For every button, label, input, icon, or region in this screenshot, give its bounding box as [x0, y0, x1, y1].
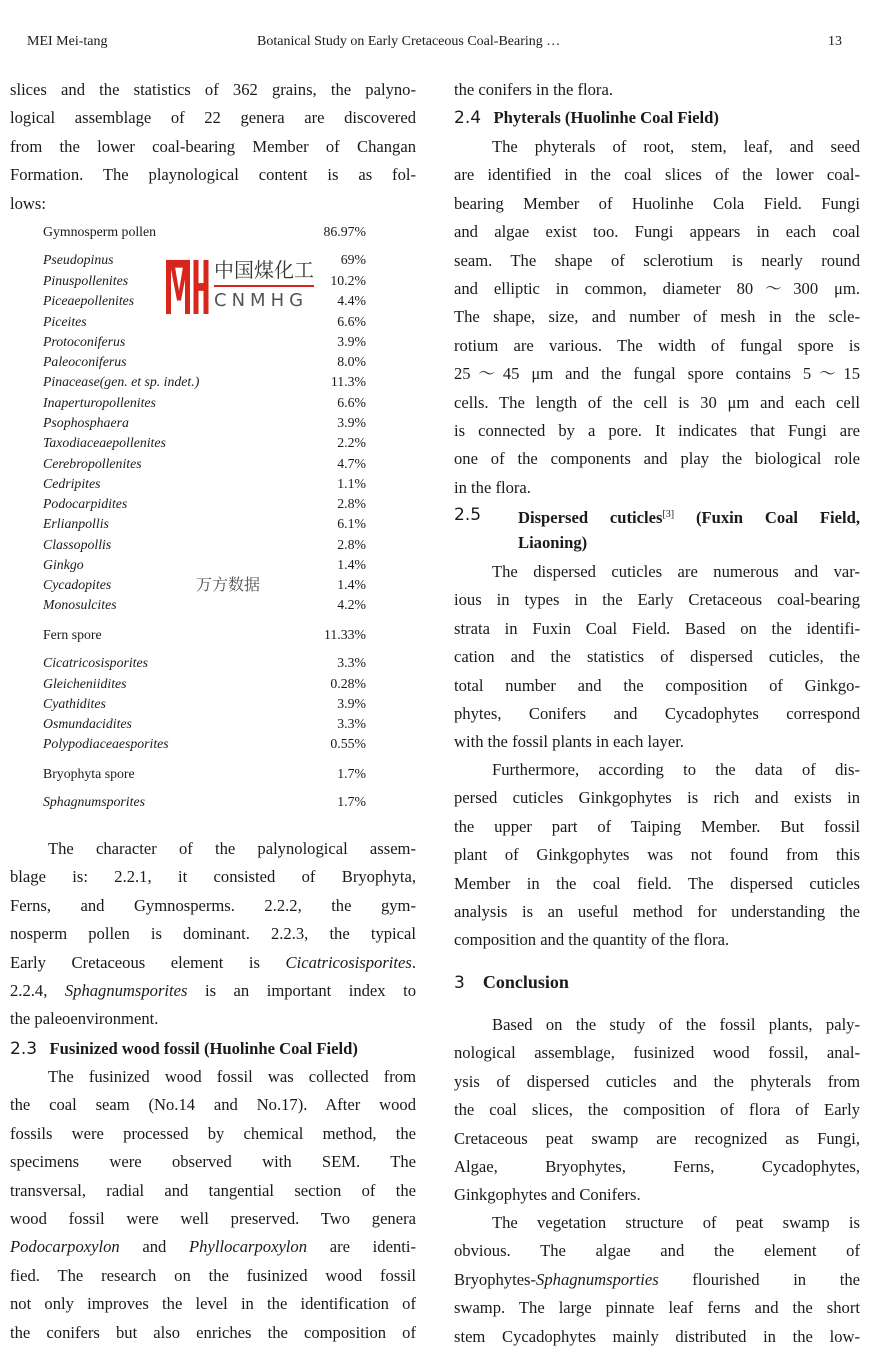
text-line [10, 1292, 416, 1316]
text-line [492, 560, 860, 584]
italic-taxon: Phyllocarpoxylon [189, 1237, 308, 1257]
text-run: the conifers in the flora. [454, 80, 613, 99]
text-run: are identified in the coal slices of the lower coal- [454, 165, 860, 185]
text-run: in the flora. [454, 477, 531, 497]
text-run: strata in Fuxin Coal Field. Based on the identifi- [454, 618, 860, 638]
text-line [10, 1321, 416, 1345]
text-line [10, 894, 416, 918]
percentage-value: 2.8% [337, 537, 366, 552]
text-run: the coal slices, the composition of flora of Early [454, 1100, 860, 1120]
text-run: 2.2.4, [10, 981, 65, 1000]
mh-logo-icon [166, 258, 210, 314]
text-run: and elliptic in common, diameter 80～300 μm. [454, 279, 860, 298]
text-run: The fusinized wood fossil was collected from [48, 1067, 416, 1086]
percentage-value: 6.6% [337, 395, 366, 410]
taxon-name: Psophosphaera [43, 415, 129, 430]
table-row [43, 312, 366, 332]
text-run: logical assemblage of 22 genera are discovered [10, 108, 416, 128]
cnmhg-watermark-logo [166, 258, 314, 314]
taxon-name: Osmundacidites [43, 716, 132, 731]
taxon-name: Classopollis [43, 537, 112, 552]
percentage-value: 8.0% [337, 354, 366, 369]
text-line [454, 220, 860, 244]
text-run: The shape, size, and number of mesh in the scle- [454, 307, 860, 327]
text-line [10, 865, 416, 889]
text-run: 25～45 μm and the fungal spore contains 5～15 [454, 364, 860, 384]
text-run: the coal seam (No.14 and No.17). After wood [10, 1095, 416, 1115]
text-line [454, 1325, 860, 1349]
table-row [43, 433, 366, 453]
section-title: Dispersed cuticles [518, 508, 663, 527]
text-run: Furthermore, according to the data of dis- [492, 760, 860, 779]
text-run: the conifers but also enriches the composition of [10, 1322, 416, 1342]
table-row [43, 393, 366, 413]
watermark-chinese: 中国煤化工 [214, 258, 314, 282]
section-title-rest: (Fuxin Coal Field, [674, 508, 860, 527]
text-line [454, 362, 860, 386]
text-run: . [411, 952, 416, 972]
text-run: rotium are various. The width of fungal spore is [454, 335, 860, 355]
text-run: Ferns, and Gymnosperms. 2.2.2, the gym- [10, 895, 416, 915]
text-line [48, 1065, 416, 1089]
text-line [10, 979, 416, 1003]
running-head-title: Botanical Study on Early Cretaceous Coal-Bearing … [257, 34, 561, 49]
text-line [454, 249, 860, 273]
taxon-name: Monosulcites [43, 597, 117, 612]
text-line [10, 1264, 416, 1288]
table-row [43, 535, 366, 555]
text-line [10, 78, 416, 102]
text-line [10, 1235, 416, 1259]
percentage-value: 3.3% [337, 655, 366, 670]
text-line [10, 922, 416, 946]
text-run: ysis of dispersed cuticles and the phyterals from [454, 1071, 860, 1091]
text-run: and algae exist too. Fungi appears in each coal [454, 222, 860, 242]
percentage-value: 3.9% [337, 334, 366, 349]
text-line [454, 1098, 860, 1122]
percentage-value: 11.33% [323, 627, 366, 642]
text-line [454, 1127, 860, 1151]
text-line [10, 1150, 416, 1174]
text-line [454, 1183, 860, 1207]
taxon-name: Cyathidites [43, 696, 106, 711]
text-line [454, 730, 860, 754]
text-run: lows: [10, 193, 46, 213]
section-heading-2-3 [10, 1037, 358, 1061]
text-line [454, 391, 860, 415]
text-run: wood fossil were well preserved. Two genera [10, 1209, 416, 1228]
text-run: Algae, Bryophytes, Ferns, Cycadophytes, [454, 1157, 860, 1176]
table-row [43, 734, 366, 754]
text-line [454, 1268, 860, 1292]
percentage-value: 1.7% [337, 766, 366, 781]
watermark-english: CNMHG [214, 290, 309, 311]
text-line [454, 419, 860, 443]
text-run: The phyterals of root, stem, leaf, and seed [492, 137, 860, 156]
text-line [10, 106, 416, 130]
italic-taxon: Sphagnumsporties [536, 1269, 659, 1289]
citation-ref[interactable]: [3] [662, 509, 675, 520]
text-line [454, 277, 860, 301]
page-number: 13 [828, 34, 842, 49]
text-line [492, 1211, 860, 1235]
text-line [454, 786, 860, 810]
text-run: bearing Member of Huolinhe Cola Field. Fungi [454, 193, 860, 213]
text-run: are identi- [307, 1237, 416, 1257]
text-run: Early Cretaceous element is [10, 952, 286, 972]
text-run: from the lower coal-bearing Member of Changan [10, 136, 416, 156]
section-title: Conclusion [482, 972, 569, 992]
text-run: nological assemblage, fusinized wood fossil, anal- [454, 1043, 860, 1063]
percentage-value: 1.1% [337, 476, 366, 491]
percentage-value: 6.6% [337, 314, 366, 329]
section-title: Phyterals (Huolinhe Coal Field) [493, 108, 719, 127]
text-run: analysis is an useful method for understanding the [454, 902, 860, 921]
taxon-name: Pinacease(gen. et sp. indet.) [43, 374, 200, 389]
percentage-value: 69% [340, 252, 366, 267]
section-heading-3 [454, 970, 569, 994]
text-run: swamp. The large pinnate leaf ferns and the short [454, 1298, 860, 1318]
percentage-value: 3.3% [337, 716, 366, 731]
text-line [454, 702, 860, 726]
text-line [10, 1179, 416, 1203]
taxon-name: Podocarpidites [43, 496, 128, 511]
text-line [492, 758, 860, 782]
wanfang-watermark: 万方数据 [196, 575, 261, 594]
text-line [454, 872, 860, 896]
taxon-name: Sphagnumsporites [43, 794, 145, 809]
section-heading-2-4 [454, 106, 719, 130]
table-row [43, 625, 366, 645]
percentage-value: 1.4% [337, 557, 366, 572]
text-line [454, 1041, 860, 1065]
percentage-value: 1.7% [337, 794, 366, 809]
percentage-value: 10.2% [330, 273, 366, 288]
percentage-value: 4.4% [337, 293, 366, 308]
text-run: obvious. The algae and the element of [454, 1241, 860, 1261]
percentage-value: 86.97% [323, 224, 366, 239]
text-run: is an important index to [187, 981, 416, 1000]
percentage-value: 4.7% [337, 456, 366, 471]
text-line [454, 476, 860, 500]
text-line [10, 1093, 416, 1117]
text-run: Formation. The playnological content is as fol- [10, 165, 416, 185]
table-row [43, 454, 366, 474]
text-line [454, 928, 860, 952]
text-run: is connected by a pore. It indicates that Fungi are [454, 421, 860, 440]
text-line [454, 1296, 860, 1320]
text-line [454, 1239, 860, 1263]
text-line [454, 1070, 860, 1094]
text-run: the upper part of Taiping Member. But fossil [454, 816, 860, 836]
table-row [43, 413, 366, 433]
percentage-value: 0.28% [330, 676, 366, 691]
text-run: slices and the statistics of 362 grains, the palyno- [10, 80, 416, 99]
taxon-name: Cicatricosisporites [43, 655, 149, 670]
text-run: cation and the statistics of dispersed cuticles, the [454, 647, 860, 667]
taxon-name: Cedripites [43, 476, 101, 491]
text-run: The character of the palynological assem- [48, 839, 416, 858]
text-run: specimens were observed with SEM. The [10, 1152, 416, 1172]
text-line [454, 900, 860, 924]
table-row [43, 352, 366, 372]
text-line [10, 192, 416, 216]
percentage-value: 0.55% [330, 736, 366, 751]
taxon-name: Erlianpollis [43, 516, 109, 531]
text-run: nosperm pollen is dominant. 2.2.3, the typical [10, 924, 416, 944]
text-run: fied. The research on the fusinized wood fossil [10, 1265, 416, 1285]
taxon-name: Pinuspollenites [43, 273, 129, 288]
text-run: The dispersed cuticles are numerous and var- [492, 562, 860, 581]
text-run: The vegetation structure of peat swamp is [492, 1213, 860, 1232]
percentage-value: 11.3% [330, 374, 366, 389]
taxon-name: Gymnosperm pollen [43, 224, 157, 239]
text-line [454, 192, 860, 216]
text-line [454, 645, 860, 669]
taxon-name: Cerebropollenites [43, 456, 142, 471]
taxon-name: Polypodiaceaesporites [43, 736, 169, 751]
text-line [454, 447, 860, 471]
text-line [454, 163, 860, 187]
section-heading-2-5 [454, 503, 860, 527]
section-number: 2.5 [454, 505, 482, 525]
taxon-name: Inaperturopollenites [43, 395, 156, 410]
text-run: transversal, radial and tangential section of the [10, 1180, 416, 1200]
text-run: seam. The shape of sclerotium is nearly round [454, 250, 860, 270]
section-number: 2.4 [454, 108, 482, 128]
table-row [43, 332, 366, 352]
watermark-rule [214, 285, 314, 287]
text-line [10, 1122, 416, 1146]
percentage-value: 6.1% [337, 516, 366, 531]
text-line [10, 1207, 416, 1231]
italic-taxon: Podocarpoxylon [10, 1237, 120, 1257]
text-run: not only improves the level in the identification of [10, 1294, 416, 1314]
taxon-name: Cycadopites [43, 577, 112, 592]
italic-taxon: Cicatricosisporites [285, 952, 412, 972]
taxon-name: Fern spore [43, 627, 102, 642]
text-line [48, 837, 416, 861]
text-run: and [119, 1237, 190, 1257]
text-line [454, 617, 860, 641]
taxon-name: Bryophyta spore [43, 766, 135, 781]
text-run: the paleoenvironment. [10, 1009, 159, 1029]
text-run: with the fossil plants in each layer. [454, 732, 684, 752]
percentage-value: 2.2% [337, 435, 366, 450]
text-line [10, 951, 416, 975]
section-title: Fusinized wood fossil (Huolinhe Coal Field) [49, 1039, 358, 1058]
text-run: Based on the study of the fossil plants, paly- [492, 1015, 860, 1034]
text-line [454, 843, 860, 867]
percentage-value: 2.8% [337, 496, 366, 511]
text-line [454, 815, 860, 839]
table-row [43, 764, 366, 784]
text-run: ious in types in the Early Cretaceous coal-bearing [454, 590, 860, 610]
text-line [454, 334, 860, 358]
taxon-name: Protoconiferus [43, 334, 126, 349]
text-line [10, 135, 416, 159]
text-run: Cretaceous peat swamp are recognized as Fungi, [454, 1128, 860, 1148]
text-run: one of the components and play the biological role [454, 449, 860, 469]
table-row [43, 714, 366, 734]
taxon-name: Gleicheniidites [43, 676, 127, 691]
table-row [43, 595, 366, 615]
percentage-value: 1.4% [337, 577, 366, 592]
text-run: composition and the quantity of the flora. [454, 930, 730, 950]
percentage-value: 3.9% [337, 696, 366, 711]
text-line [454, 1155, 860, 1179]
text-line [454, 674, 860, 698]
taxon-name: Piceites [43, 314, 87, 329]
text-run: Member in the coal field. The dispersed cuticles [454, 873, 860, 893]
text-line [454, 305, 860, 329]
text-run: Ginkgophytes and Conifers. [454, 1185, 641, 1205]
text-run: cells. The length of the cell is 30 μm and each cell [454, 392, 860, 412]
table-row [43, 653, 366, 673]
percentage-value: 4.2% [337, 597, 366, 612]
text-line [10, 163, 416, 187]
table-row [43, 555, 366, 575]
table-row [43, 674, 366, 694]
text-line [492, 135, 860, 159]
table-row [43, 792, 366, 812]
text-line [492, 1013, 860, 1037]
text-line [454, 588, 860, 612]
text-line [10, 1007, 416, 1031]
text-run: persed cuticles Ginkgophytes is rich and exists in [454, 788, 860, 808]
text-run: fossils were processed by chemical method, the [10, 1123, 416, 1143]
table-row [43, 222, 366, 242]
text-run: flourished in the [658, 1269, 860, 1289]
text-run: phytes, Conifers and Cycadophytes correspond [454, 704, 860, 723]
text-run: stem Cycadophytes mainly distributed in the low- [454, 1326, 860, 1346]
text-run: plant of Ginkgophytes was not found from this [454, 845, 860, 865]
table-row [43, 694, 366, 714]
table-row [43, 514, 366, 534]
percentage-value: 3.9% [337, 415, 366, 430]
text-line [454, 78, 860, 102]
taxon-name: Taxodiaceaepollenites [43, 435, 166, 450]
text-run: Bryophytes- [454, 1269, 537, 1289]
italic-taxon: Sphagnumsporites [64, 981, 188, 1000]
section-number: 2.3 [10, 1039, 38, 1059]
taxon-name: Paleoconiferus [43, 354, 127, 369]
taxon-name: Piceaepollenites [43, 293, 135, 308]
section-heading-2-5-line2: Liaoning) [518, 533, 588, 552]
table-row [43, 474, 366, 494]
taxon-name: Pseudopinus [43, 252, 114, 267]
taxon-name: Ginkgo [43, 557, 84, 572]
table-row [43, 372, 366, 392]
table-row [43, 494, 366, 514]
text-run: total number and the composition of Ginkgo- [454, 675, 860, 695]
section-number: 3 [454, 973, 465, 993]
running-head-author: MEI Mei-tang [27, 34, 108, 49]
text-run: blage is: 2.2.1, it consisted of Bryophyta, [10, 867, 416, 887]
